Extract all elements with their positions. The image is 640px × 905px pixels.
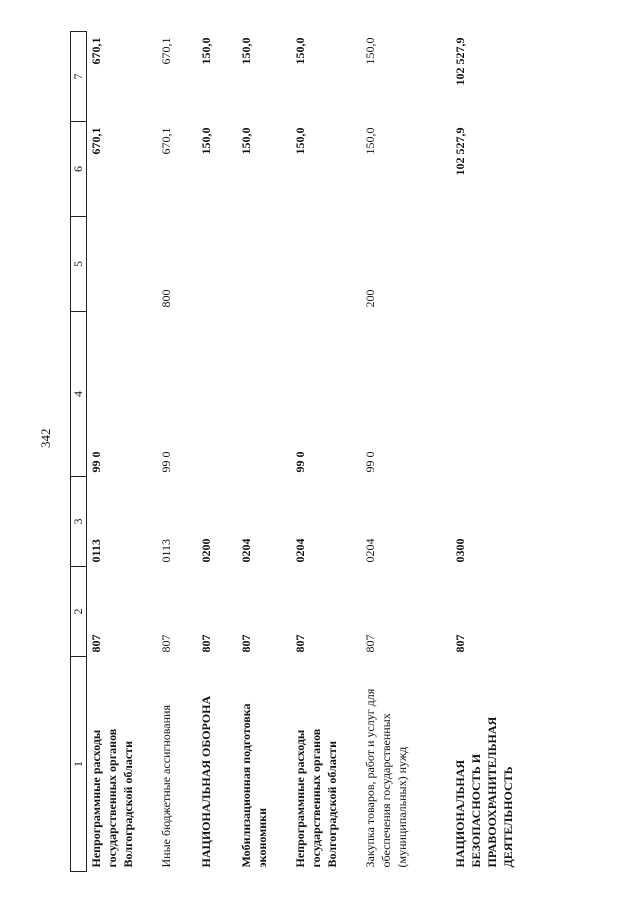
row-amount-1: 670,1: [159, 127, 173, 155]
page-number: 342: [38, 428, 53, 448]
row-ved-code: 807: [453, 634, 467, 653]
row-ved-code: 807: [293, 634, 307, 653]
row-program-code: 99 0: [89, 451, 103, 473]
row-expense-type: 800: [159, 289, 173, 308]
row-program-code: [237, 312, 291, 477]
row-program-code: 99 0: [159, 451, 173, 473]
table-row: [291, 32, 361, 872]
table-row: [237, 32, 291, 872]
row-section-code: 0300: [453, 538, 467, 563]
table-row: [451, 32, 523, 872]
row-amount-2: 102 527,9: [453, 37, 467, 86]
row-name: Непрограммные расходы государственных органов Волгоградской области: [89, 728, 135, 868]
row-name: Мобилизационная подготовка экономики: [239, 703, 269, 868]
row-ved-code: 807: [239, 634, 253, 653]
row-name: НАЦИОНАЛЬНАЯ БЕЗОПАСНОСТЬ И ПРАВООХРАНИТЕЛЬНАЯ ДЕЯТЕЛЬНОСТЬ: [453, 716, 515, 868]
table-row: [157, 32, 197, 872]
row-expense-type: [291, 217, 361, 312]
header-col-3: 3: [71, 477, 87, 567]
row-amount-2: 670,1: [89, 37, 103, 65]
row-amount-1: 150,0: [239, 127, 253, 155]
row-name: Закупка товаров, работ и услуг для обеспечения государственных (муниципальных) нужд: [363, 688, 409, 868]
row-amount-2: 150,0: [363, 37, 377, 65]
row-amount-1: 150,0: [293, 127, 307, 155]
row-ved-code: 807: [363, 634, 377, 653]
header-col-7: 7: [71, 32, 87, 122]
row-name: НАЦИОНАЛЬНАЯ ОБОРОНА: [199, 695, 213, 868]
row-program-code: [197, 312, 237, 477]
row-amount-2: 150,0: [239, 37, 253, 65]
budget-table: [70, 31, 523, 872]
row-section-code: 0204: [363, 538, 377, 563]
row-ved-code: 807: [89, 634, 103, 653]
row-expense-type: [197, 217, 237, 312]
table-row: [197, 32, 237, 872]
table-row: [87, 32, 158, 872]
table-header-row: [71, 32, 87, 872]
row-section-code: 0113: [89, 539, 103, 563]
row-program-code: [451, 312, 523, 477]
row-amount-1: 670,1: [89, 127, 103, 155]
row-expense-type: [87, 217, 158, 312]
row-program-code: 99 0: [293, 451, 307, 473]
row-name: Непрограммные расходы государственных органов Волгоградской области: [293, 728, 339, 868]
row-amount-2: 150,0: [293, 37, 307, 65]
row-section-code: 0113: [159, 538, 173, 563]
header-col-2: 2: [71, 567, 87, 657]
row-amount-1: 150,0: [363, 127, 377, 155]
header-col-6: 6: [71, 122, 87, 217]
row-section-code: 0204: [293, 538, 307, 563]
row-ved-code: 807: [199, 634, 213, 653]
row-ved-code: 807: [159, 634, 173, 653]
row-program-code: 99 0: [363, 451, 377, 473]
rotated-table-container: [70, 32, 530, 872]
header-col-1: 1: [71, 657, 87, 872]
row-amount-1: 102 527,9: [453, 127, 467, 176]
row-name: Иные бюджетные ассигнования: [159, 705, 173, 868]
row-amount-1: 150,0: [199, 127, 213, 155]
header-col-5: 5: [71, 217, 87, 312]
header-col-4: 4: [71, 312, 87, 477]
table-row: [361, 32, 451, 872]
row-amount-2: 150,0: [199, 37, 213, 65]
row-expense-type: [451, 217, 523, 312]
row-expense-type: [237, 217, 291, 312]
row-section-code: 0204: [239, 538, 253, 563]
row-expense-type: 200: [363, 289, 377, 308]
row-amount-2: 670,1: [159, 37, 173, 65]
row-section-code: 0200: [199, 538, 213, 563]
